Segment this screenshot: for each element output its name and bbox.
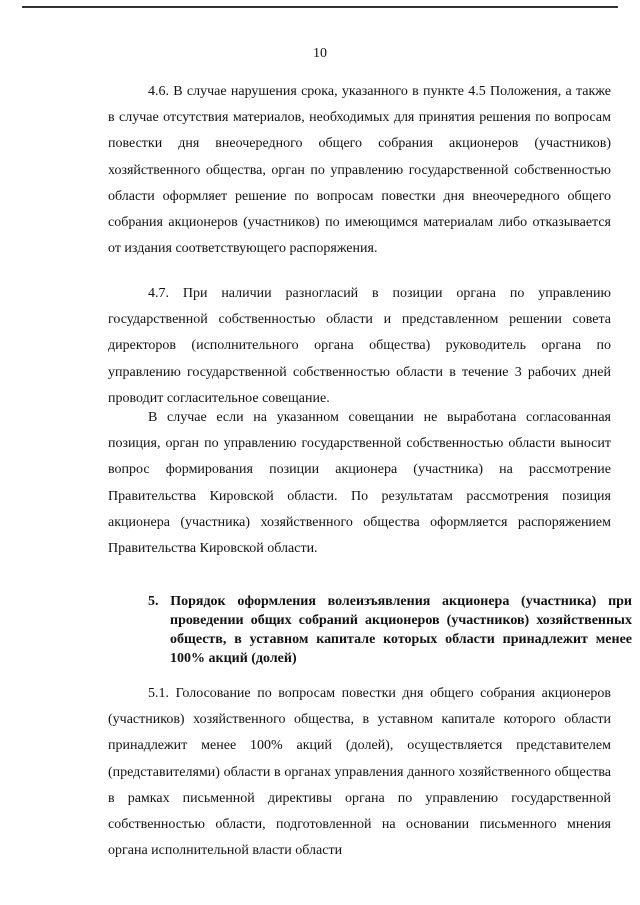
paragraph-4-6: 4.6. В случае нарушения срока, указанного в пункте 4.5 Положения, а также в случае отсутствия материалов, необходимых для принятия решения по вопросам повестки дня внеочередного общего собрания акционеров (участников) хозяйственного общества, орган по управлению государственной собственностью области оформляет решение по вопросам повестки дня внеочередного общего собрания акционеров (участников) по имеющимся материалам либо отказывается от издания соответствующего распоряжения.	[108, 84, 611, 257]
page-number: 10	[313, 46, 327, 61]
page-top-border	[22, 6, 618, 8]
paragraph-4-7: 4.7. При наличии разногласий в позиции органа по управлению государственной собственностью области и представленном решении совета директоров (исполнительного органа общества) руководитель органа по управлению государственной собственностью области в течение 3 рабочих дней проводит согласительное совещание.	[108, 286, 611, 406]
paragraph-4-7-continued: В случае если на указанном совещании не выработана согласованная позиция, орган по управлению государственной собственностью области выносит вопрос формирования позиции акционера (участника) на рассмотрение Правительства Кировской области. По результатам рассмотрения позиция акционера (участника) хозяйственного общества оформляется распоряжением Правительства Кировской области.	[108, 410, 611, 557]
section-5-heading: 5. Порядок оформления волеизъявления акционера (участника) при проведении общих собраний акционеров (участников) хозяйственных обществ, в уставном капитале которых области принадлежит менее 100% акций (долей)	[148, 594, 632, 666]
paragraph-5-1: 5.1. Голосование по вопросам повестки дня общего собрания акционеров (участников) хозяйственного общества, в уставном капитале которого области принадлежит менее 100% акций (долей), осуществляется представителем (представителями) области в органах управления данного хозяйственного общества в рамках письменной директивы органа по управлению государственной собственностью области, подготовленной на основании письменного мнения органа исполнительной власти области	[108, 686, 611, 859]
